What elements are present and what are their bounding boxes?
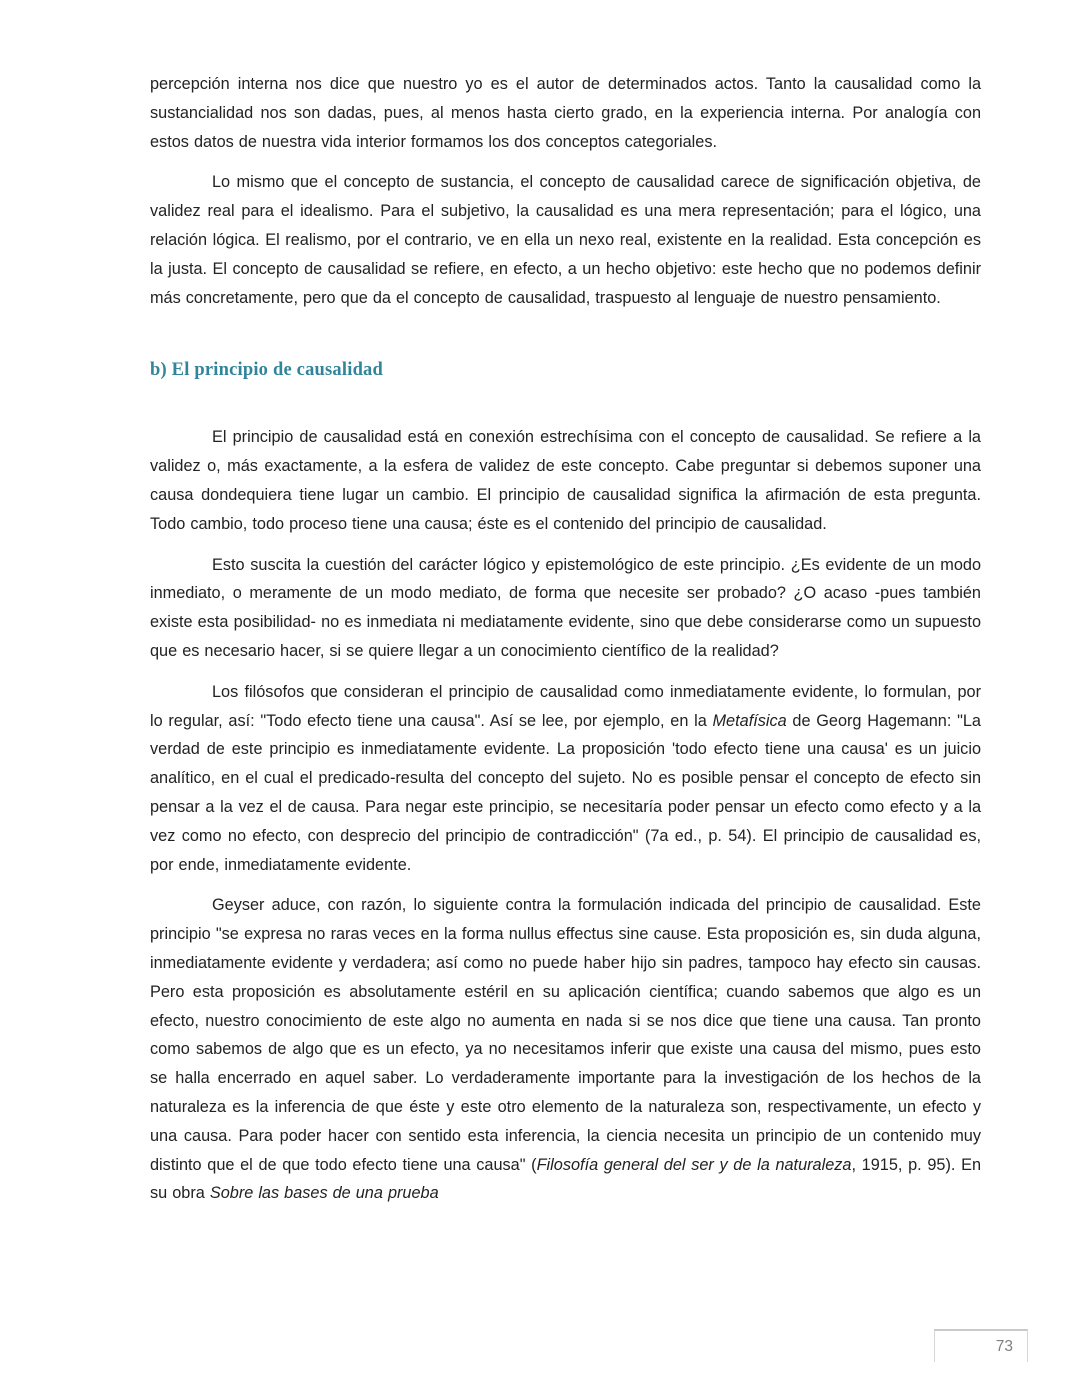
text-run: , 1915, p. 95). En su obra: [150, 1155, 981, 1203]
page-footer: [934, 1329, 1028, 1362]
document-content: [150, 70, 981, 1220]
section-heading: b) El principio de causalidad: [150, 360, 383, 381]
text-run: El principio de causalidad está en conexión estrechísima con el concepto de causalidad. Se refiere a la validez o, más exactamente, a la esfera de validez de este concepto. Cabe preguntar si debemos suponer una causa dondequiera tiene lugar un cambio. El principio de causalidad significa la afirmación de esta pregunta. Todo cambio, todo proceso tiene una causa; éste es el contenido del principio de causalidad.: [150, 428, 981, 533]
text-run: de Georg Hagemann: "La verdad de este principio es inmediatamente evidente. La proposición 'todo efecto tiene una causa' es un juicio analítico, en el cual el predicado-resulta del concepto del sujeto. No es posible pensar el concepto de efecto sin pensar a la vez el de causa. Para negar este principio, se necesitaría poder pensar un efecto como efecto y a la vez como no efecto, con desprecio del principio de contradicción" (7a ed., p. 54). El principio de causalidad es, por ende, inmediatamente evidente.: [150, 711, 981, 874]
italic-text-run: Filosofía general del ser y de la naturaleza: [536, 1155, 852, 1174]
paragraph: [150, 168, 981, 312]
text-run: Lo mismo que el concepto de sustancia, el concepto de causalidad carece de significación objetiva, de validez real para el idealismo. Para el subjetivo, la causalidad es una mera representación; para el lógico, una relación lógica. El realismo, por el contrario, ve en ella un nexo real, existente en la realidad. Esta concepción es la justa. El concepto de causalidad se refiere, en efecto, a un hecho objetivo: este hecho que no podemos definir más concretamente, pero que da el concepto de causalidad, traspuesto al lenguaje de nuestro pensamiento.: [150, 173, 981, 307]
text-run: Geyser aduce, con razón, lo siguiente contra la formulación indicada del principio de causalidad. Este principio "se expresa no raras veces en la forma nullus effectus sine cause. Esta proposición es, sin duda alguna, inmediatamente evidente y verdadera; así como no puede haber hijo sin padres, tampoco hay efecto sin causas. Pero esta proposición es absolutamente estéril en su aplicación científica; cuando sabemos que algo es un efecto, nuestro conocimiento de este algo no aumenta en nada si se nos dice que tiene una causa. Tan pronto como sabemos de algo que es un efecto, ya no necesitamos inferir que existe una causa del mismo, pues esto se halla encerrado en aquel saber. Lo verdaderamente importante para la investigación de los hechos de la naturaleza es la inferencia de que éste y este otro elemento de la naturaleza son, respectivamente, un efecto y una causa. Para poder hacer con sentido esta inferencia, la ciencia necesita un principio de un contenido muy distinto que el de que todo efecto tiene una causa" (: [150, 896, 981, 1174]
italic-text-run: Sobre las bases de una prueba: [209, 1184, 439, 1203]
paragraph: [150, 423, 981, 538]
text-run: percepción interna nos dice que nuestro yo es el autor de determinados actos. Tanto la causalidad como la sustancialidad nos son dadas, pues, al menos hasta cierto grado, en la experiencia interna. Por analogía con estos datos de nuestra vida interior formamos los dos conceptos categoriales.: [150, 75, 981, 151]
text-run: Los filósofos que consideran el principio de causalidad como inmediatamente evidente, lo formulan, por lo regular, así: "Todo efecto tiene una causa". Así se lee, por ejemplo, en la: [150, 682, 981, 730]
page-number-box: [934, 1329, 1028, 1362]
paragraph: [150, 678, 981, 880]
italic-text-run: Metafísica: [712, 711, 787, 730]
page-number: 73: [995, 1337, 1013, 1355]
text-run: Esto suscita la cuestión del carácter lógico y epistemológico de este principio. ¿Es evidente de un modo inmediato, o meramente de un modo mediato, de forma que necesite ser probado? ¿O acaso -pues también existe esta posibilidad- no es inmediata ni mediatamente evidente, sino que debe considerarse como un supuesto que es necesario hacer, si se quiere llegar a un conocimiento científico de la realidad?: [150, 555, 981, 660]
paragraph: [150, 70, 981, 156]
paragraph: [150, 891, 981, 1208]
paragraph: [150, 551, 981, 666]
